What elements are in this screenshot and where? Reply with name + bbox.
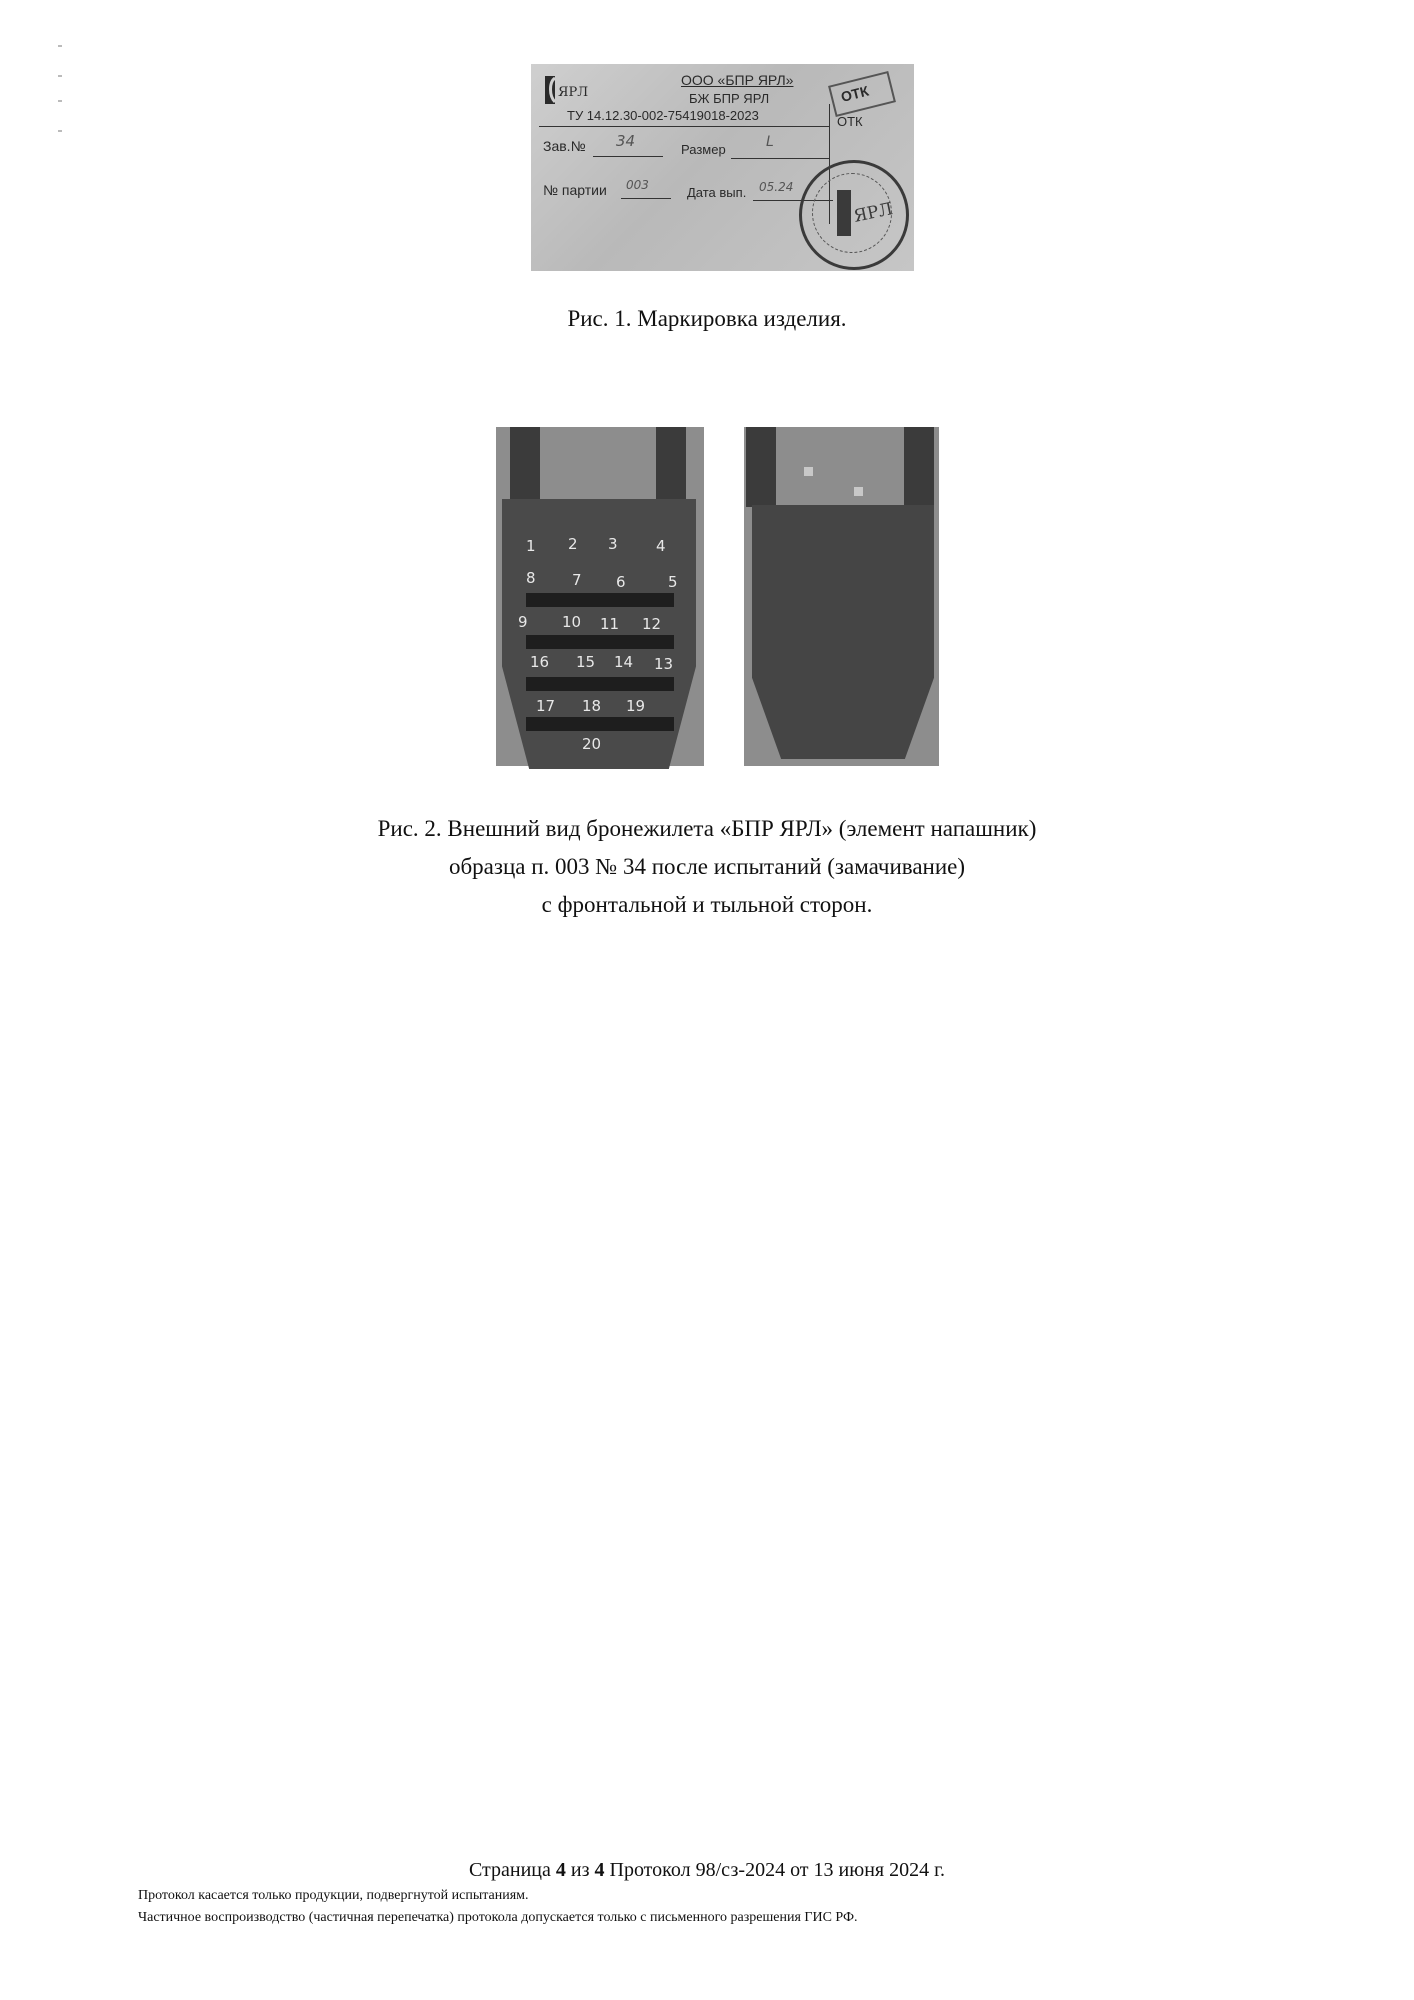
marker-10: 10 — [562, 613, 582, 631]
marker-11: 11 — [600, 615, 620, 633]
marker-16: 16 — [530, 653, 550, 671]
marker-6: 6 — [616, 573, 626, 591]
page-current: 4 — [555, 1859, 566, 1881]
figure2-caption-line2: образца п. 003 № 34 после испытаний (замачивание) — [448, 854, 966, 879]
marker-1: 1 — [526, 537, 536, 555]
marker-18: 18 — [582, 697, 602, 715]
vest-back-photo — [744, 427, 939, 766]
svg-text:ЯРЛ: ЯРЛ — [558, 85, 589, 100]
label-batch-value: 003 — [626, 178, 649, 192]
marker-20: 20 — [582, 735, 602, 753]
label-batch-label: № партии — [543, 182, 607, 198]
label-company: ООО «БПР ЯРЛ» — [681, 72, 794, 88]
company-logo — [539, 72, 589, 108]
vest-front-photo — [496, 427, 704, 766]
figure1-caption: Рис. 1. Маркировка изделия. — [567, 306, 847, 331]
round-seal — [799, 160, 909, 270]
qc-stamp: ОТК — [828, 71, 896, 117]
marker-5: 5 — [668, 573, 678, 591]
marker-17: 17 — [536, 697, 556, 715]
label-spec: ТУ 14.12.30-002-75419018-2023 — [567, 108, 759, 123]
product-label-photo — [531, 64, 914, 271]
label-serial-value: 34 — [616, 132, 636, 150]
page-footer — [0, 1857, 1414, 1883]
figure2-caption-line3: с фронтальной и тыльной сторон. — [541, 892, 873, 917]
label-qc-text: ОТК — [837, 114, 863, 129]
page-total: 4 — [594, 1859, 605, 1881]
marker-7: 7 — [572, 571, 582, 589]
marker-13: 13 — [654, 655, 674, 673]
marker-12: 12 — [642, 615, 662, 633]
marker-14: 14 — [614, 653, 634, 671]
marker-2: 2 — [568, 535, 578, 553]
marker-9: 9 — [518, 613, 528, 631]
page-word: Страница — [468, 1859, 551, 1881]
marker-19: 19 — [626, 697, 646, 715]
marker-4: 4 — [656, 537, 666, 555]
marker-15: 15 — [576, 653, 596, 671]
label-date-label: Дата вып. — [687, 185, 747, 200]
footer-note-1: Протокол касается только продукции, подвергнутой испытаниям. — [138, 1888, 529, 1903]
label-size-label: Размер — [681, 142, 726, 157]
marker-8: 8 — [526, 569, 536, 587]
label-date-value: 05.24 — [759, 180, 794, 194]
svg-text:ЯРЛ: ЯРЛ — [851, 199, 895, 227]
marker-3: 3 — [608, 535, 618, 553]
label-product: БЖ БПР ЯРЛ — [689, 91, 770, 106]
page-of: из — [570, 1859, 590, 1881]
protocol-reference: Протокол 98/сз-2024 от 13 июня 2024 г. — [609, 1859, 946, 1881]
figure2-caption-line1: Рис. 2. Внешний вид бронежилета «БПР ЯРЛ» (элемент напашник) — [377, 816, 1037, 841]
label-size-value: L — [766, 134, 774, 150]
footer-note-2: Частичное воспроизводство (частичная перепечатка) протокола допускается только с письменного разрешения ГИС РФ. — [138, 1910, 858, 1925]
scan-artifacts — [58, 45, 64, 145]
label-serial-label: Зав.№ — [543, 138, 586, 154]
